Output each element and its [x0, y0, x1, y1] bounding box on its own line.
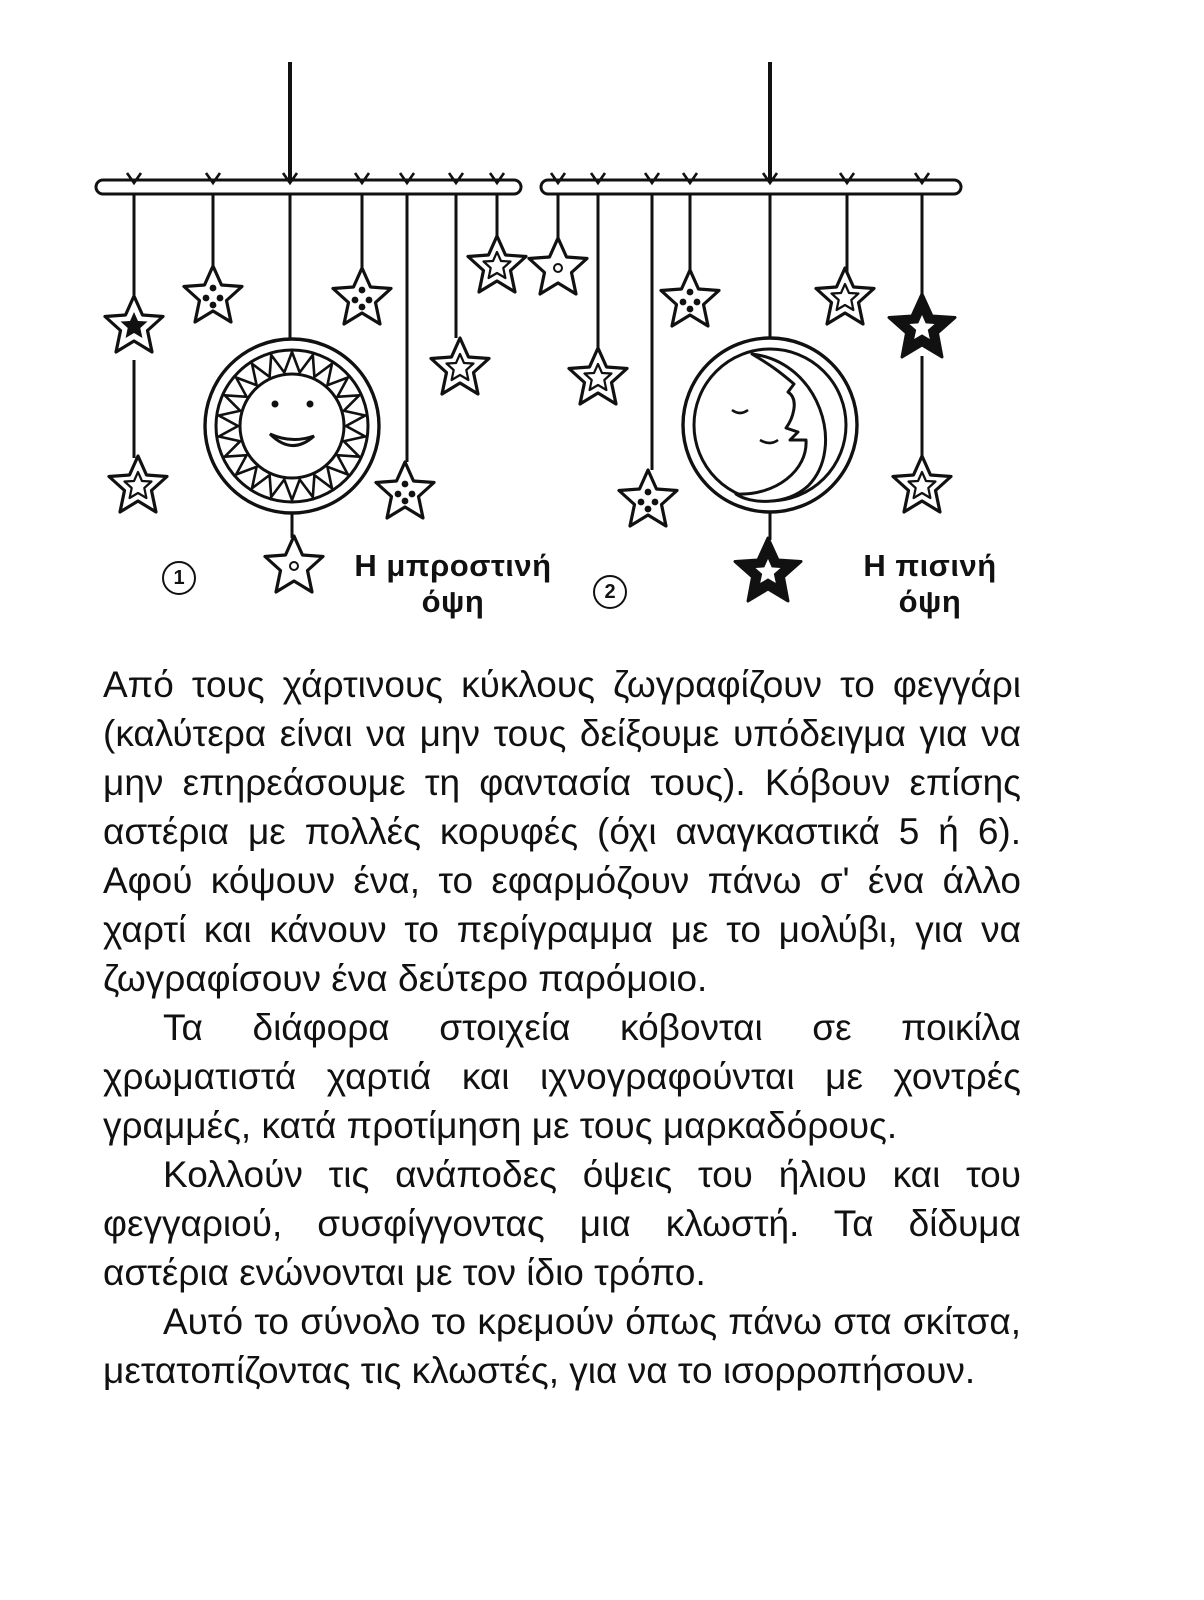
front-view-caption: Η μπροστινή όψη — [354, 548, 552, 619]
paragraph-1: Από τους χάρτινους κύκλους ζωγραφίζουν το φεγγάρι (καλύτερα είναι να μην τους δείξουμε υπόδειγμα για να μην επηρεάσουμε τη φαντασία τους). Κόβουν επίσης αστέρια με πολλές κορυφές (όχι αναγκαστικά 5 ή 6). Αφού κόψουν ένα, το εφαρμόζουν πάνω σ' ένα άλλο χαρτί και κάνουν το περίγραμμα με το μολύβι, για να ζωγραφίσουν ένα δεύτερο παρόμοιο. — [103, 664, 1021, 999]
back-view-mobile — [529, 62, 961, 601]
figure-label-1: 1 — [162, 561, 196, 595]
sun-illustration — [205, 339, 379, 513]
mobile-illustration — [0, 0, 1204, 650]
paragraph-3: Κολλούν τις ανάποδες όψεις του ήλιου και του φεγγαριού, συσφίγγοντας μια κλωστή. Τα δίδυμα αστέρια ενώνονται με τον ίδιο τρόπο. — [103, 1154, 1021, 1293]
back-view-caption: Η πισινή όψη — [863, 548, 997, 619]
paragraph-4: Αυτό το σύνολο το κρεμούν όπως πάνω στα σκίτσα, μετατοπίζοντας τις κλωστές, για να το ισορροπήσουν. — [103, 1301, 1021, 1391]
instructions-text — [103, 660, 1021, 1395]
front-view-mobile — [96, 62, 526, 592]
moon-illustration — [683, 338, 857, 512]
figure-label-2: 2 — [593, 575, 627, 609]
paragraph-2: Τα διάφορα στοιχεία κόβονται σε ποικίλα χρωματιστά χαρτιά και ιχνογραφούνται με χοντρές γραμμές, κατά προτίμηση με τους μαρκαδόρους. — [103, 1007, 1021, 1146]
